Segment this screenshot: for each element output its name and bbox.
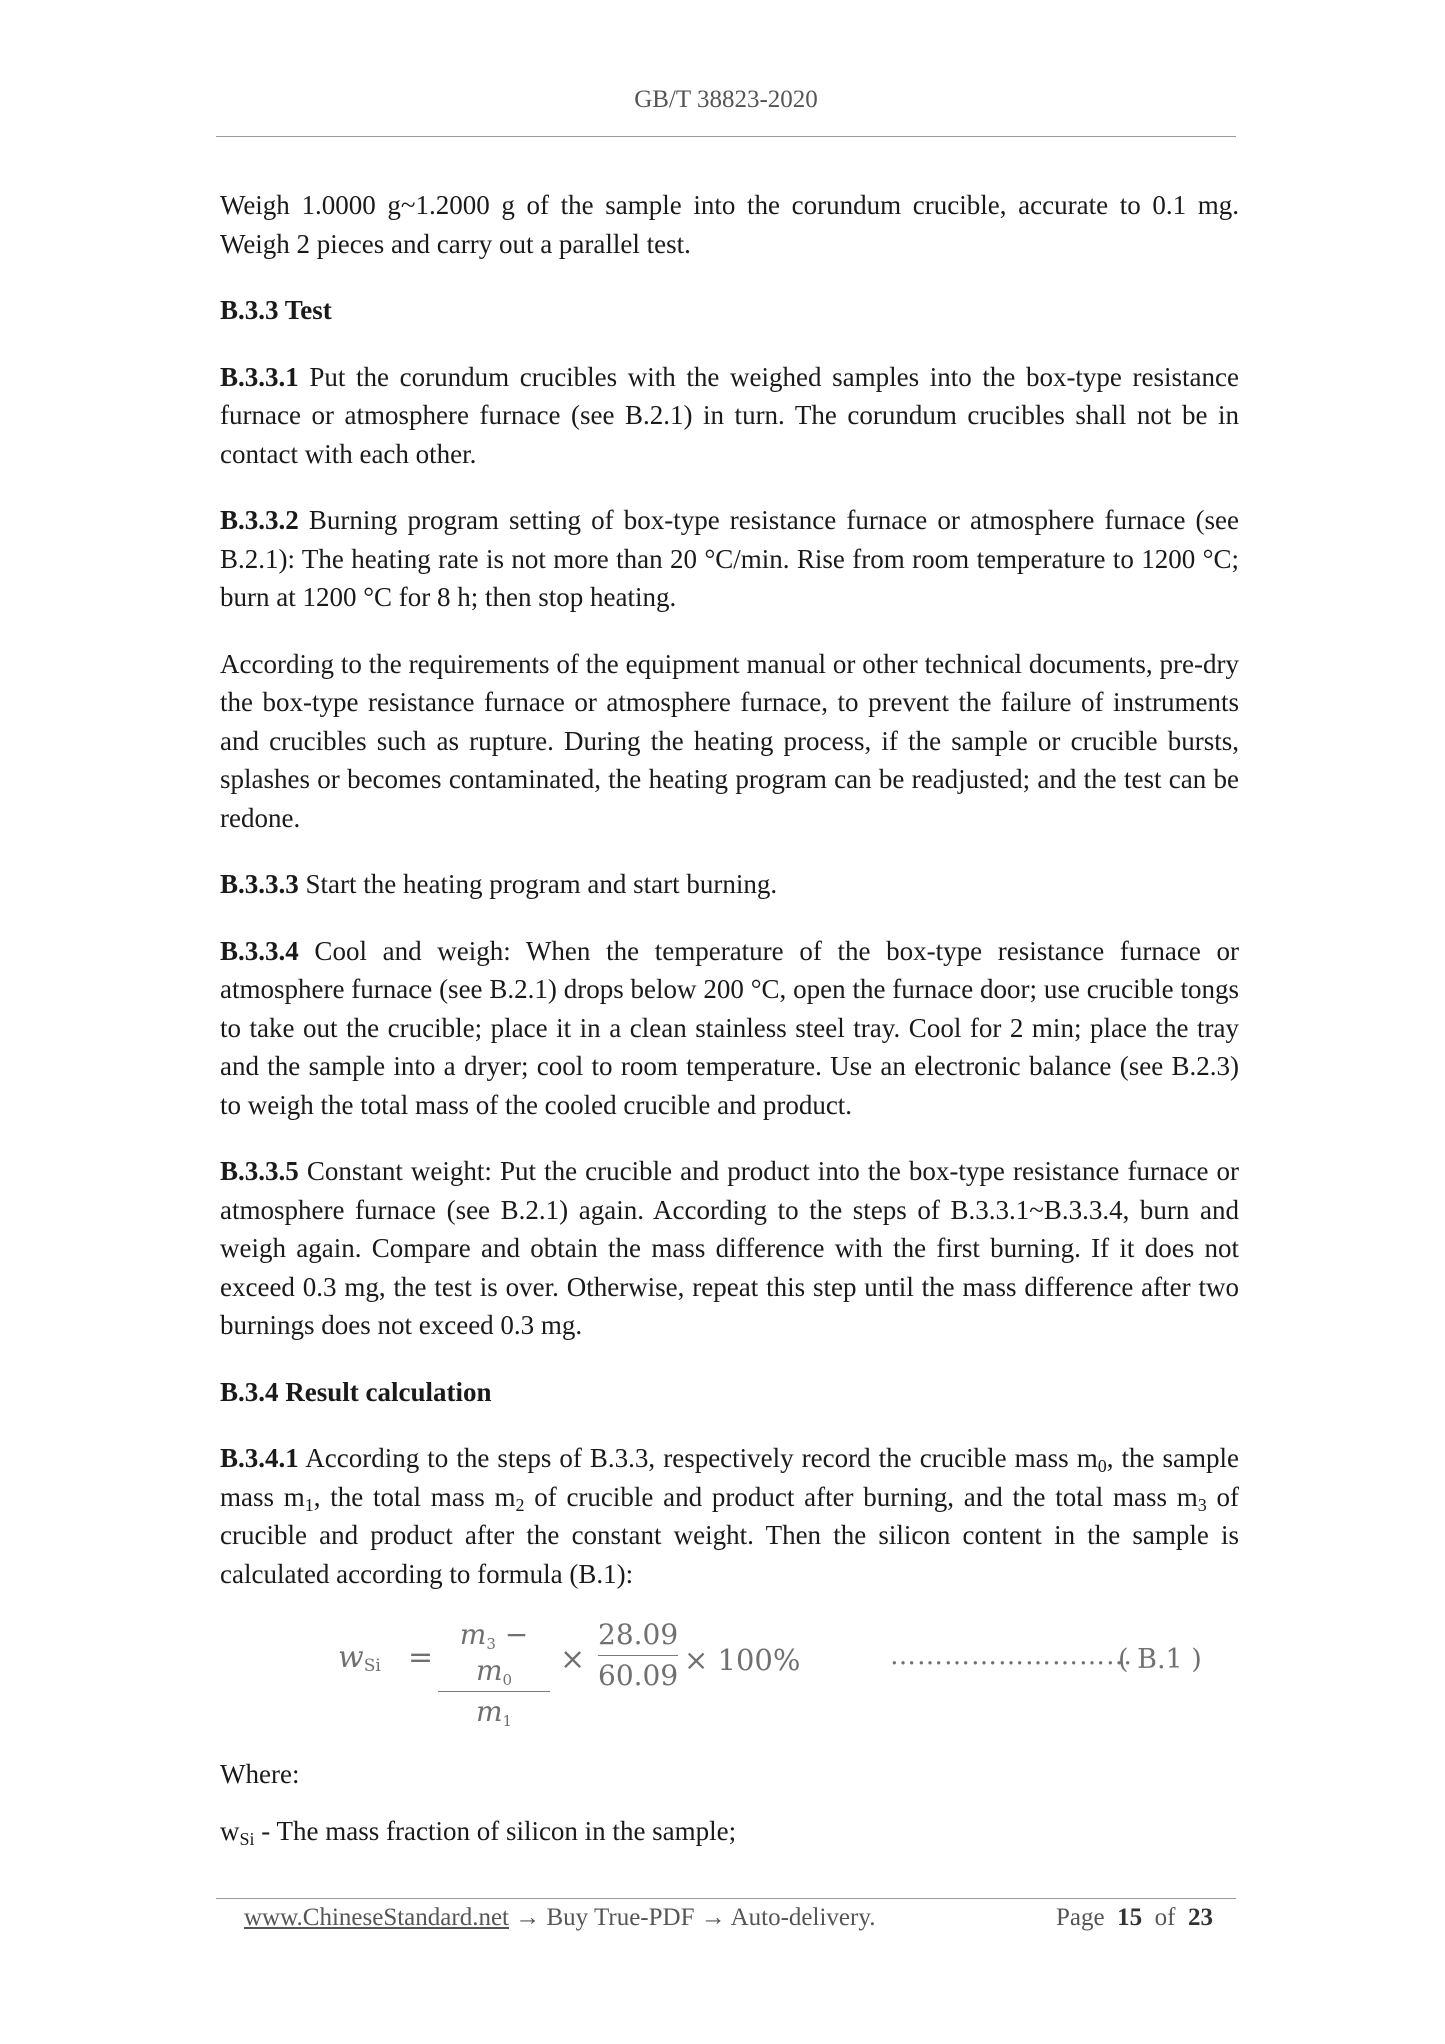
clause-b3333 [220, 865, 1239, 904]
clause-label: B.3.4.1 [220, 1443, 299, 1473]
formula-b1 [220, 1611, 1239, 1730]
clause-b3335 [220, 1152, 1239, 1345]
intro-paragraph: Weigh 1.0000 g~1.2000 g of the sample into the corundum crucible, accurate to 0.1 mg. Weigh 2 pieces and carry out a parallel test. [220, 190, 1239, 259]
clause-text: Put the corundum crucibles with the weighed samples into the box-type resistance furnace or atmosphere furnace (see B.2.1) in turn. The corundum crucibles shall not be in contact with each other. [220, 361, 1239, 469]
clause-label: B.3.3.2 [220, 505, 299, 535]
website-link[interactable]: www.ChineseStandard.net [244, 1904, 509, 1931]
section-heading-b334: B.3.4 Result calculation [220, 1376, 492, 1407]
formula-number: ( B.1 ) [1118, 1644, 1202, 1675]
clause-label: B.3.3.3 [220, 869, 299, 899]
formula-numerator: $m_3 - m_0$ [459, 1618, 529, 1689]
definition-wsi: $w_{Si}$ - The mass fraction of silicon in the sample; [220, 1815, 737, 1849]
clause-text: Constant weight: Put the crucible and product into the box-type resistance furnace or atmosphere furnace (see B.2.1) again. According to the steps of B.3.3.1~B.3.3.4, burn and weigh again. Compare and obtain the mass difference with the first burning. If it does not exceed 0.3 mg, the test is over. Otherwise, repeat this step until the mass difference after two burnings does not exceed 0.3 mg. [220, 1156, 1239, 1340]
footer-divider [216, 1898, 1236, 1899]
clause-b3332-note: According to the requirements of the equipment manual or other technical documents, pre-dry the box-type resistance furnace or atmosphere furnace, to prevent the failure of instruments and crucibles such as rupture. During the heating process, if the sample or crucible bursts, splashes or becomes contaminated, the heating program can be readjusted; and the test can be redone. [220, 648, 1239, 833]
clause-text: Start the heating program and start burning. [298, 869, 778, 899]
document-code: GB/T 38823-2020 [634, 86, 818, 113]
section-heading-b333: B.3.3 Test [220, 295, 332, 325]
constant-denominator: 60.09 [598, 1659, 679, 1692]
clause-text: Cool and weigh: When the temperature of the box-type resistance furnace or atmosphere furnace (see B.2.1) drops below 200 °C, open the furnace door; use crucible tongs to take out the crucible; place it in a clean stainless steel tray. Cool for 2 min; place the tray and the sample into a dryer; cool to room temperature. Use an electronic balance (see B.2.3) to weigh the total mass of the cooled crucible and product. [220, 935, 1239, 1120]
formula-denominator: $m_1$ [475, 1695, 513, 1730]
fraction-bar [598, 1655, 678, 1656]
footer-links [244, 1904, 875, 1932]
clause-b3332 [220, 501, 1239, 617]
clause-label: B.3.3.4 [220, 935, 299, 966]
page-number: Page 15 of 23 [1056, 1904, 1213, 1931]
fraction-bar [438, 1691, 550, 1692]
formula-percent: × 100% [684, 1643, 801, 1677]
arrow-icon: → [509, 1904, 547, 1931]
formula-leader-dots: ……………………… [890, 1641, 1133, 1671]
total-pages: 23 [1187, 1904, 1213, 1931]
clause-label: B.3.3.5 [220, 1156, 299, 1186]
clause-text: Burning program setting of box-type resistance furnace or atmosphere furnace (see B.2.1): The heating rate is not more than 20 °C/min. Rise from room temperature to 1200 °C; burn at 1200 °C for 8 h; then stop heating. [220, 505, 1239, 612]
clause-b3334 [220, 932, 1239, 1125]
formula-times: × [560, 1642, 586, 1677]
page-header [216, 86, 1236, 114]
formula-mass-fraction [438, 1617, 550, 1730]
buy-text: Buy True-PDF [546, 1904, 695, 1931]
arrow-icon: → [694, 1904, 731, 1931]
clause-b3341: B.3.4.1 According to the steps of B.3.3, respectively record the crucible mass $m_0$, the sample mass $m_1$, the total mass $m_2$ of crucible and product after burning, and the total mass $m_3$ of crucible and product after the constant weight. Then the silicon content in the sample is calculated according to formula (B.1): [220, 1443, 1240, 1589]
formula-constant-fraction [598, 1617, 678, 1694]
current-page: 15 [1117, 1904, 1143, 1931]
where-label: Where: [220, 1759, 300, 1789]
clause-label: B.3.3.1 [220, 361, 299, 392]
document-body [220, 186, 1239, 1878]
delivery-text: Auto-delivery. [730, 1904, 876, 1931]
header-divider [216, 136, 1236, 137]
formula-lhs: $w_{Si}$ [338, 1640, 381, 1676]
formula-equals: = [408, 1640, 434, 1675]
constant-numerator: 28.09 [598, 1618, 679, 1651]
clause-b3331 [220, 358, 1239, 474]
